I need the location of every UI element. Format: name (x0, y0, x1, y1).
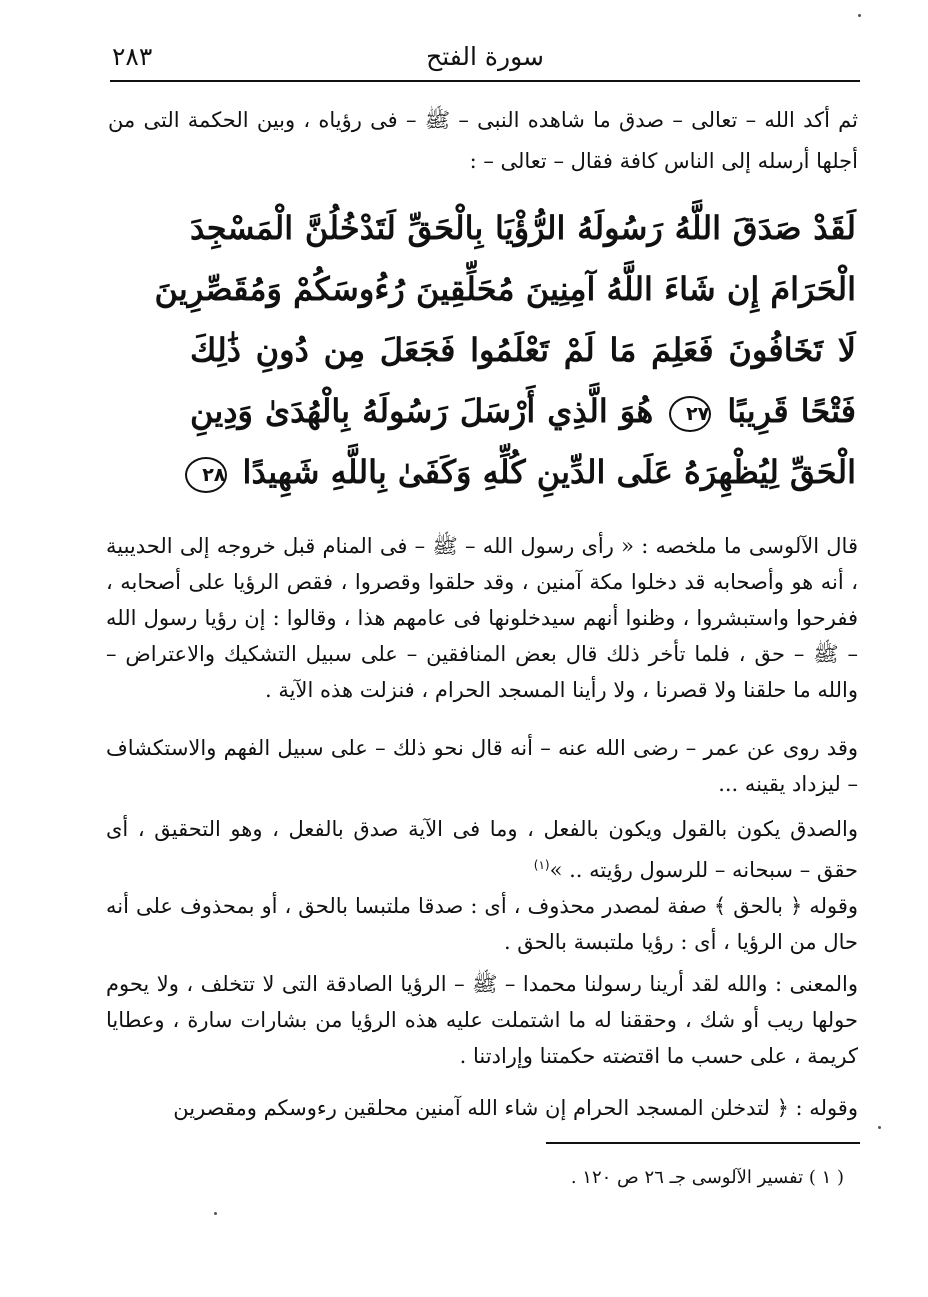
surah-title: سورة الفتح (426, 42, 544, 71)
ayah-number-marker-27: ٢٧ (669, 396, 711, 432)
paragraph-truthfulness (106, 811, 858, 888)
ayah-number-marker-28: ٢٨ (185, 457, 227, 493)
scan-speck (214, 1212, 217, 1215)
verse-line-5-text: الْحَقِّ لِيُظْهِرَهُ عَلَى الدِّينِ كُلِّهِ وَكَفَىٰ بِاللَّهِ شَهِيدًا (242, 453, 856, 491)
paragraph-meaning: والمعنى : والله لقد أرينا رسولنا محمدا – ﷺ – الرؤيا الصادقة التى لا تتخلف ، ولا يحوم حولها ريب أو شك ، وحققنا له ما اشتملت عليه هذه الرؤيا من بشارات سارة ، وعطايا كريمة ، على حسب ما اقتضته حكمتنا وإرادتنا . (106, 972, 858, 1068)
paragraph-alusi-quote: قال الآلوسى ما ملخصه : « رأى رسول الله – ﷺ – فى المنام قبل خروجه إلى الحديبية ، أنه هو وأصحابه قد دخلوا مكة آمنين ، وقد حلقوا وقصروا ، فقص الرؤيا على أصحابه ، ففرحوا واستبشروا ، وظنوا أنهم سيدخلونها فى عامهم هذا ، وقالوا : إن رؤيا رسول الله – ﷺ – حق ، فلما تأخر ذلك قال بعض المنافقين – على سبيل التشكيك والاعتراض – والله ما حلقنا ولا قصرنا ، ولا رأينا المسجد الحرام ، فنزلت هذه الآية . (106, 534, 858, 702)
paragraph-bil-haqq: وقوله ﴿ بالحق ﴾ صفة لمصدر محذوف ، أى : صدقا ملتبسا بالحق ، أو بمحذوف على أنه حال من الرؤيا ، أى : رؤيا ملتبسة بالحق . (106, 894, 858, 954)
scan-speck (878, 1126, 881, 1129)
scan-speck (858, 14, 861, 17)
paragraph-umar-narration: وقد روى عن عمر – رضى الله عنه – أنه قال نحو ذلك – على سبيل الفهم والاستكشاف – ليزداد يقينه ... (106, 736, 858, 796)
page-header (112, 38, 858, 80)
verse-line-4-start: فَتْحًا قَرِيبًا (727, 392, 857, 430)
intro-paragraph: ثم أكد الله – تعالى – صدق ما شاهده النبى – ﷺ – فى رؤياه ، وبين الحكمة التى من أجلها أرسله إلى الناس كافة فقال – تعالى – : (108, 108, 858, 173)
verse-line-4 (190, 381, 856, 442)
paragraph-continuation: وقوله : ﴿ لتدخلن المسجد الحرام إن شاء الله آمنين محلقين رءوسكم ومقصرين (173, 1096, 858, 1120)
verse-line-3: لَا تَخَافُونَ فَعَلِمَ مَا لَمْ تَعْلَمُوا فَجَعَلَ مِن دُونِ ذَٰلِكَ (190, 331, 857, 369)
footnote: ( ١ ) تفسير الآلوسى جـ ٢٦ ص ١٢٠ . (570, 1167, 844, 1188)
footnote-reference: (١) (533, 858, 550, 872)
paragraph-truthfulness-text: والصدق يكون بالقول ويكون بالفعل ، وما فى الآية صدق بالفعل ، وهو التحقيق ، أى حقق – سبحانه – للرسول رؤيته .. » (106, 817, 858, 882)
verse-line-2: الْحَرَامَ إِن شَاءَ اللَّهُ آمِنِينَ مُحَلِّقِينَ رُءُوسَكُمْ وَمُقَصِّرِينَ (154, 270, 856, 308)
quran-verses-block (154, 198, 857, 503)
footnote-divider (546, 1142, 860, 1144)
verse-line-1: لَقَدْ صَدَقَ اللَّهُ رَسُولَهُ الرُّؤْيَا بِالْحَقِّ لَتَدْخُلُنَّ الْمَسْجِدَ (190, 209, 856, 247)
header-divider (110, 80, 860, 82)
page-number: ٢٨٣ (112, 42, 153, 71)
verse-line-5 (190, 442, 856, 503)
verse-line-4-end: هُوَ الَّذِي أَرْسَلَ رَسُولَهُ بِالْهُدَىٰ وَدِينِ (190, 392, 654, 430)
